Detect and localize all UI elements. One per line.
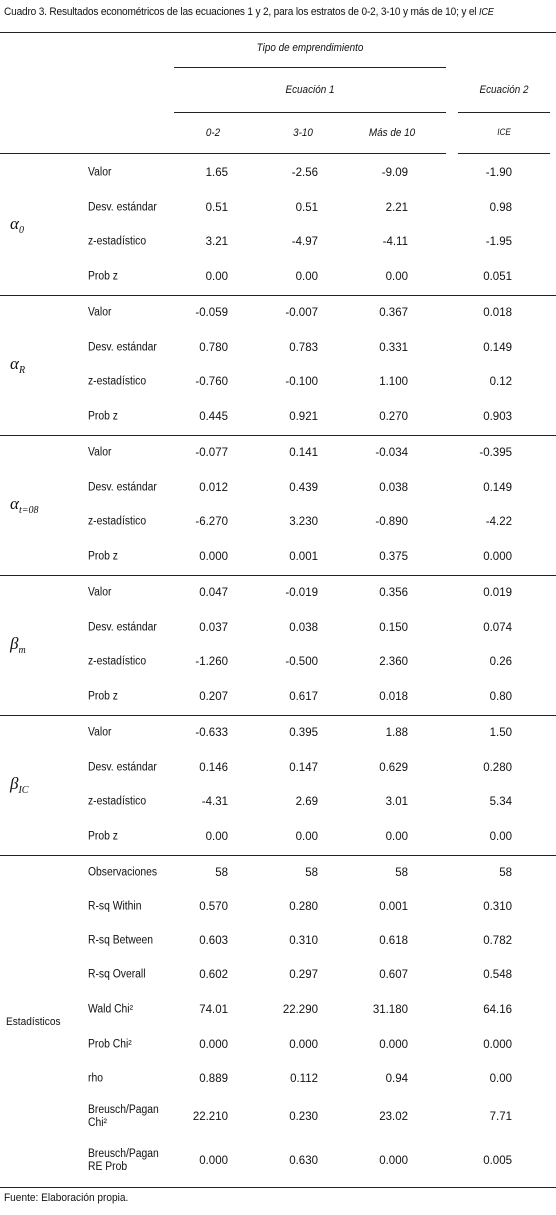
cell-value: -0.890 [375, 516, 408, 529]
cell-value: -1.95 [485, 236, 512, 249]
row-label: Valor [88, 726, 112, 739]
cell-value: 1.100 [379, 376, 408, 389]
cell-value: 22.290 [282, 1004, 318, 1016]
table-row [0, 958, 556, 992]
table-row [0, 436, 556, 471]
cell-value: 0.570 [199, 901, 228, 913]
cell-value: 0.618 [379, 935, 408, 947]
cell-value: 7.71 [489, 1111, 512, 1123]
cell-value: 3.21 [205, 236, 228, 249]
cell-value: 0.00 [385, 830, 408, 843]
cell-value: 0.80 [489, 690, 512, 703]
table-row [0, 471, 556, 506]
row-label: Breusch/Pagan Chi² [88, 1104, 159, 1129]
cell-value: 0.26 [489, 656, 512, 669]
row-label: Prob z [88, 410, 118, 423]
cell-value: 0.445 [199, 410, 228, 423]
cell-value: 0.548 [483, 969, 512, 981]
row-label: Breusch/Pagan RE Prob [88, 1148, 159, 1173]
cell-value: 0.603 [199, 935, 228, 947]
cell-value: -0.077 [195, 447, 228, 460]
cell-value: 0.12 [489, 376, 512, 389]
table-row [0, 156, 556, 191]
rule-eq2 [458, 112, 550, 113]
cell-value: 3.01 [385, 796, 408, 809]
cell-value: 0.375 [379, 550, 408, 563]
cell-value: 0.146 [199, 761, 228, 774]
cell-value: -6.270 [195, 516, 228, 529]
cell-value: 0.98 [489, 201, 512, 214]
cell-value: 0.005 [483, 1155, 512, 1167]
table-row [0, 540, 556, 575]
cell-value: 0.149 [483, 481, 512, 494]
cell-value: 0.000 [483, 1039, 512, 1051]
header-ecuacion-2: Ecuación 2 [479, 84, 529, 96]
cell-value: 0.356 [379, 587, 408, 600]
cell-value: 0.331 [379, 341, 408, 354]
cell-value: -0.100 [285, 376, 318, 389]
cell-value: 1.50 [489, 727, 512, 740]
table-row [0, 680, 556, 715]
rule-top [0, 32, 556, 33]
cell-value: 0.602 [199, 969, 228, 981]
cell-value: -1.90 [485, 167, 512, 180]
header-col-ice: ICE [497, 127, 511, 137]
cell-value: 0.112 [290, 1073, 318, 1085]
table-row [0, 856, 556, 890]
cell-value: 0.150 [379, 621, 408, 634]
table-row [0, 785, 556, 820]
cell-value: 0.037 [199, 621, 228, 634]
cell-value: 74.01 [199, 1004, 228, 1016]
row-label: R-sq Overall [88, 968, 146, 981]
row-label: z-estadístico [88, 375, 147, 388]
cell-value: 0.782 [483, 935, 512, 947]
cell-value: 0.783 [289, 341, 318, 354]
row-label: Valor [88, 446, 112, 459]
table-row [0, 260, 556, 295]
cell-value: 0.047 [199, 587, 228, 600]
cell-value: 0.617 [289, 690, 318, 703]
cell-value: 1.88 [385, 727, 408, 740]
cell-value: 22.210 [192, 1111, 228, 1123]
cell-value: 0.310 [289, 935, 318, 947]
coefficient-symbol: $\alpha_{t=08}$ [10, 494, 39, 516]
cell-value: 0.367 [379, 307, 408, 320]
row-label: Valor [88, 586, 112, 599]
row-label: Desv. estándar [88, 621, 157, 634]
row-label: z-estadístico [88, 655, 147, 668]
cell-value: 0.297 [289, 969, 318, 981]
cell-value: 0.038 [289, 621, 318, 634]
cell-value: 0.001 [379, 901, 408, 913]
cell-value: 0.000 [483, 550, 512, 563]
cell-value: 0.630 [289, 1155, 318, 1167]
cell-value: 0.000 [379, 1155, 408, 1167]
table-row [0, 400, 556, 435]
cell-value: -0.059 [195, 307, 228, 320]
header-col-3-10: 3-10 [293, 127, 313, 139]
caption-ice: ICE [478, 7, 494, 18]
row-label: rho [88, 1072, 103, 1085]
cell-value: 0.149 [483, 341, 512, 354]
cell-value: 1.65 [205, 167, 228, 180]
cell-value: 0.00 [205, 830, 228, 843]
cell-value: -4.97 [291, 236, 318, 249]
row-label: Prob z [88, 270, 118, 283]
cell-value: 58 [499, 867, 512, 879]
header-col-0-2: 0-2 [205, 127, 221, 139]
rule-header-bottom-left [0, 153, 446, 154]
row-label: z-estadístico [88, 235, 147, 248]
cell-value: 0.903 [483, 410, 512, 423]
table-row [0, 645, 556, 680]
cell-value: 23.02 [379, 1111, 408, 1123]
cell-value: -0.500 [285, 656, 318, 669]
cell-value: 0.00 [489, 1073, 512, 1085]
cell-value: 0.147 [289, 761, 318, 774]
table-row [0, 924, 556, 958]
row-label: z-estadístico [88, 515, 147, 528]
cell-value: 0.395 [289, 727, 318, 740]
cell-value: 2.21 [385, 201, 408, 214]
cell-value: 2.69 [295, 796, 318, 809]
row-label: Prob z [88, 830, 118, 843]
table-row [0, 1028, 556, 1062]
cell-value: 64.16 [483, 1004, 512, 1016]
cell-value: 0.141 [289, 447, 318, 460]
cell-value: 0.94 [385, 1073, 408, 1085]
table-row [0, 820, 556, 855]
cell-value: 0.230 [289, 1111, 318, 1123]
row-label: Desv. estándar [88, 761, 157, 774]
rule-header-bottom-right [458, 153, 550, 154]
table-row [0, 296, 556, 331]
row-label: Valor [88, 166, 112, 179]
table-row [0, 1138, 556, 1184]
rule-bottom [0, 1187, 556, 1188]
cell-value: -2.56 [291, 167, 318, 180]
cell-value: 0.270 [379, 410, 408, 423]
cell-value: 0.000 [379, 1039, 408, 1051]
cell-value: 0.000 [199, 1039, 228, 1051]
cell-value: 0.018 [379, 690, 408, 703]
cell-value: 2.360 [379, 656, 408, 669]
cell-value: 58 [395, 867, 408, 879]
table-row [0, 505, 556, 540]
cell-value: 0.439 [289, 481, 318, 494]
row-label: Desv. estándar [88, 481, 157, 494]
cell-value: 5.34 [489, 796, 512, 809]
cell-value: 0.51 [205, 201, 228, 214]
coefficient-symbol: $\alpha_R$ [10, 354, 26, 376]
cell-value: -4.11 [382, 236, 408, 249]
row-label: Valor [88, 306, 112, 319]
cell-value: -4.31 [201, 796, 228, 809]
header-tipo: Tipo de emprendimiento [256, 42, 364, 54]
cell-value: -0.034 [375, 447, 408, 460]
row-label: Desv. estándar [88, 201, 157, 214]
cell-value: 0.51 [295, 201, 318, 214]
cell-value: 0.000 [289, 1039, 318, 1051]
cell-value: 0.012 [199, 481, 228, 494]
cell-value: 3.230 [289, 516, 318, 529]
table-row [0, 1096, 556, 1138]
row-label: Observaciones [88, 866, 158, 879]
table-row [0, 716, 556, 751]
coefficient-symbol: $\beta_m$ [10, 634, 26, 656]
table-row [0, 890, 556, 924]
coefficient-symbol: $\beta_{IC}$ [10, 774, 29, 796]
row-label: z-estadístico [88, 795, 147, 808]
row-label: Prob z [88, 690, 118, 703]
cell-value: 0.038 [379, 481, 408, 494]
cell-value: 0.00 [295, 830, 318, 843]
table-row [0, 576, 556, 611]
table-row [0, 751, 556, 786]
cell-value: 0.310 [483, 901, 512, 913]
table-row [0, 191, 556, 226]
cell-value: -0.760 [195, 376, 228, 389]
coefficient-symbol: $\alpha_0$ [10, 214, 24, 236]
cell-value: 0.607 [379, 969, 408, 981]
row-label: R-sq Between [88, 934, 154, 947]
cell-value: 0.00 [385, 270, 408, 283]
cell-value: 0.280 [483, 761, 512, 774]
cell-value: 0.019 [483, 587, 512, 600]
row-label: Prob Chi² [88, 1038, 132, 1051]
cell-value: 0.00 [205, 270, 228, 283]
table-row [0, 331, 556, 366]
row-label: Desv. estándar [88, 341, 157, 354]
row-label: Wald Chi² [88, 1003, 134, 1016]
cell-value: 58 [305, 867, 318, 879]
cell-value: -0.007 [285, 307, 318, 320]
cell-value: -4.22 [485, 516, 512, 529]
table-row [0, 611, 556, 646]
cell-value: 0.00 [489, 830, 512, 843]
cell-value: 0.629 [379, 761, 408, 774]
cell-value: 0.207 [199, 690, 228, 703]
cell-value: 31.180 [372, 1004, 408, 1016]
cell-value: -9.09 [381, 167, 408, 180]
cell-value: -1.260 [195, 656, 228, 669]
table-row [0, 1062, 556, 1096]
table-row [0, 365, 556, 400]
table-row [0, 992, 556, 1028]
cell-value: 58 [215, 867, 228, 879]
rule-tipo [174, 67, 446, 68]
cell-value: -0.633 [195, 727, 228, 740]
row-label: Prob z [88, 550, 118, 563]
cell-value: 0.780 [199, 341, 228, 354]
cell-value: -0.395 [479, 447, 512, 460]
source-note: Fuente: Elaboración propia. [4, 1192, 129, 1204]
cell-value: 0.280 [289, 901, 318, 913]
cell-value: 0.018 [483, 307, 512, 320]
row-label: R-sq Within [88, 900, 142, 913]
cell-value: 0.00 [295, 270, 318, 283]
cell-value: 0.000 [199, 550, 228, 563]
stats-group-label: Estadísticos [6, 1016, 61, 1028]
cell-value: 0.074 [483, 621, 512, 634]
cell-value: 0.921 [289, 410, 318, 423]
cell-value: 0.889 [199, 1073, 228, 1085]
table-caption: Cuadro 3. Resultados econométricos de las ecuaciones 1 y 2, para los estratos de 0-2, 3-10 y más de 10; y el ICE [4, 6, 494, 18]
cell-value: 0.051 [483, 270, 512, 283]
header-ecuacion-1: Ecuación 1 [285, 84, 335, 96]
cell-value: -0.019 [285, 587, 318, 600]
table-row [0, 225, 556, 260]
cell-value: 0.000 [199, 1155, 228, 1167]
rule-eq1 [174, 112, 446, 113]
header-col-mas-10: Más de 10 [368, 127, 416, 139]
cell-value: 0.001 [289, 550, 318, 563]
